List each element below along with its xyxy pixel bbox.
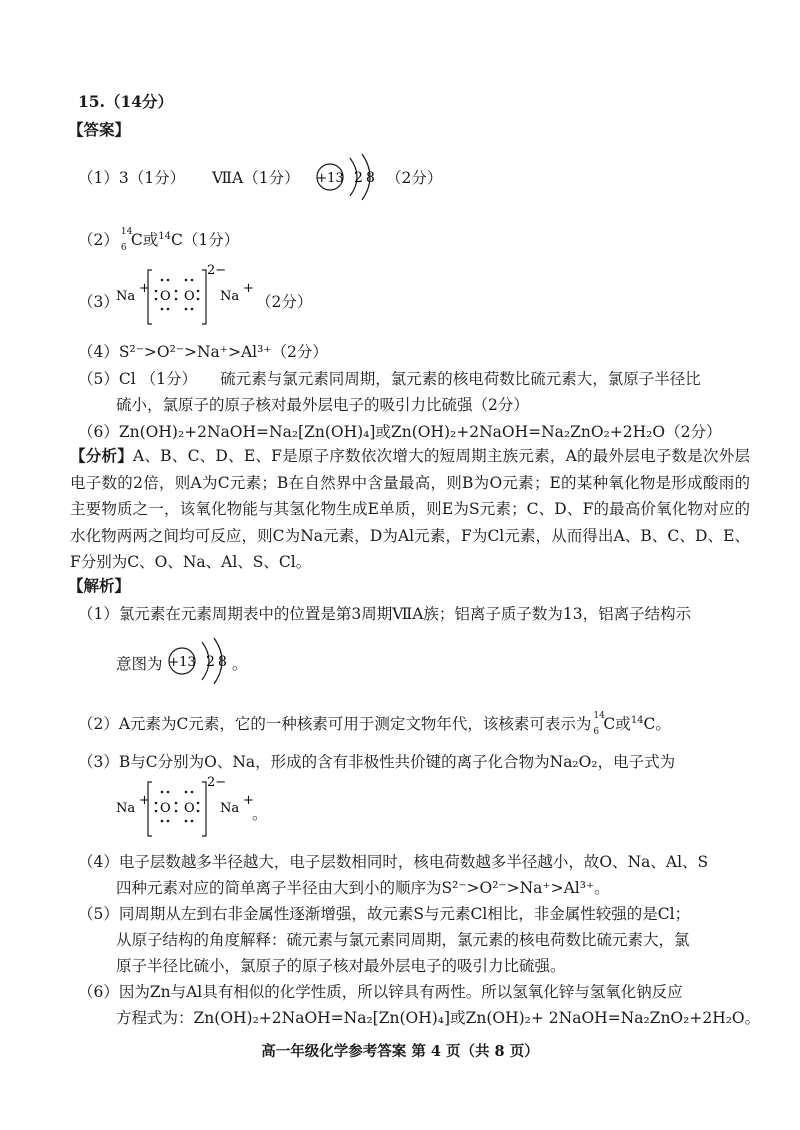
ion-radius-order: S²⁻>O²⁻>Na⁺>Al³⁺ [441, 879, 595, 897]
answer-1 [78, 166, 300, 188]
explanation-4-line-1: （4）电子层数越多半径越大，电子层数相同时，核电荷数越多半径越小，故O、Na、Al、S [78, 853, 709, 871]
isotope-2-mass: 14 [630, 714, 644, 726]
lewis-na-right-charge: + [243, 793, 254, 808]
answer-2-score: （1分） [182, 231, 240, 249]
lewis-o-2: O [184, 289, 195, 304]
lewis-bracket-right [202, 270, 206, 324]
explanation-1-line-2: 意图为 [116, 655, 163, 673]
isotope-2-symbol: C [171, 231, 183, 249]
explanation-6-line-2 [116, 1006, 760, 1028]
answer-1-score: （2分） [386, 169, 443, 187]
lewis-bracket-left [148, 782, 152, 836]
answer-6-score: （2分） [665, 423, 722, 441]
na2o2-formula: Na₂O₂ [549, 753, 598, 771]
answer-3-score: （2分） [256, 293, 313, 311]
analysis-text: A、B、C、D、E、F是原子序数依次增大的短周期主族元素，A的最外层电子数是次外层电子数的2倍，则A为C元素；B在自然界中含量最高，则B为O元素；E的某种氧化物是形成酸雨的主要物质之一，该氧化物能与其氢化物生成E单质，则E为S元素；C、D、F的最高价氧化物对应的水化物两两之间均可反应，则C为Na元素，D为Al元素，F为Cl元素，从而得出A、B、C、D、E、F分别为C、O、Na、Al、S、Cl。 [70, 447, 750, 571]
explanation-1-line-1: （1）氯元素在元素周期表中的位置是第3周期ⅦA族；铝离子质子数为13，铝离子结构示 [78, 605, 692, 623]
shell-1-electrons: 2 [354, 170, 363, 186]
explanation-3 [78, 750, 675, 772]
answer-6-joiner: 或 [375, 423, 391, 441]
isotope-2-mass: 14 [158, 230, 171, 242]
explanation-5-line-2: 从原子结构的角度解释：硫元素与氯元素同周期，氯元素的核电荷数比硫元素大，氯 [116, 931, 690, 949]
isotope-1 [591, 711, 605, 737]
analysis-heading: 【分析】 [70, 446, 133, 465]
lewis-ion-charge: 2− [207, 264, 227, 278]
explanation-heading: 【解析】 [68, 576, 131, 595]
explanation-3-end: 。 [252, 805, 268, 823]
answer-4-score: （2分） [271, 343, 328, 361]
zn-equation-2: Zn(OH)₂+ 2NaOH=Na₂ZnO₂+2H₂O。 [465, 1009, 761, 1027]
lewis-bracket-left [148, 270, 152, 324]
lewis-na-right: Na [220, 289, 240, 304]
explanation-2-end: 。 [655, 715, 671, 733]
isotope-1-mass: 14 [593, 711, 605, 721]
page-footer: 高一年级化学参考答案 第 4 页（共 8 页） [261, 1043, 539, 1060]
isotope-1-symbol: C [130, 231, 143, 249]
zn-equation-2: Zn(OH)₂+2NaOH=Na₂ZnO₂+2H₂O [390, 423, 666, 441]
lewis-na-left-charge: + [139, 281, 150, 296]
answer-4 [78, 340, 328, 362]
lewis-na-left-charge: + [139, 793, 150, 808]
answer-1-text: （1）3（1分） [78, 169, 186, 187]
isotope-2-symbol: C [643, 715, 656, 733]
answer-2-joiner: 或 [142, 231, 159, 249]
zn-equation-1: Zn(OH)₂+2NaOH=Na₂[Zn(OH)₄] [193, 1009, 451, 1027]
zn-equation-1: Zn(OH)₂+2NaOH=Na₂[Zn(OH)₄] [118, 423, 376, 441]
lewis-o-1: O [160, 289, 171, 304]
explanation-5-line-1: （5）同周期从左到右非金属性逐渐增强，故元素S与元素Cl相比，非金属性较强的是Cl； [78, 905, 691, 923]
answer-6 [78, 420, 721, 442]
explanation-1-end: 。 [232, 655, 248, 673]
answer-3-prefix: （3） [78, 293, 119, 311]
answer-4-prefix: （4） [78, 343, 119, 361]
explanation-3-text: （3）B与C分别为O、Na，形成的含有非极性共价键的离子化合物为 [78, 753, 550, 771]
isotope-1 [119, 227, 133, 253]
question-number: 15.（14分） [78, 92, 174, 111]
answer-heading: 【答案】 [68, 120, 131, 139]
explanation-5-line-3: 原子半径比硫小，氯原子的原子核对最外层电子的吸引力比硫强。 [116, 957, 566, 975]
nucleus-charge: +13 [316, 171, 344, 186]
ion-radius-order: S²⁻>O²⁻>Na⁺>Al³⁺ [118, 343, 272, 361]
explanation-2-joiner: 或 [615, 715, 631, 733]
lewis-na-right-charge: + [243, 281, 254, 296]
answer-2 [78, 227, 240, 253]
nucleus-charge: +13 [168, 655, 196, 670]
lewis-na-left: Na [116, 289, 136, 304]
explanation-4-end: 。 [594, 879, 610, 897]
isotope-1-z: 6 [120, 243, 127, 253]
explanation-4-text: 四种元素对应的简单离子半径由大到小的顺序为 [116, 879, 442, 897]
lewis-bracket-right [202, 782, 206, 836]
lewis-o-1: O [160, 801, 171, 816]
isotope-1-symbol: C [603, 715, 616, 733]
lewis-o-2: O [184, 801, 195, 816]
explanation-3-mid: ，电子式为 [597, 753, 676, 771]
lewis-na-left: Na [116, 801, 136, 816]
al-ion-structure-diagram [312, 150, 392, 206]
explanation-2-text: （2）A元素为C元素，它的一种核素可用于测定文物年代，该核素可表示为 [78, 715, 592, 733]
explanation-6-line-1: （6）因为Zn与Al具有相似的化学性质，所以锌具有两性。所以氢氧化锌与氢氧化钠反应 [78, 983, 683, 1001]
answer-6-prefix: （6） [78, 423, 119, 441]
analysis-paragraph [70, 443, 750, 576]
shell-2-electrons: 8 [366, 170, 375, 186]
shell-1-electrons: 2 [206, 654, 215, 670]
isotope-1-mass: 14 [120, 227, 133, 237]
shell-2-electrons: 8 [218, 654, 227, 670]
explanation-4-line-2 [116, 876, 610, 898]
explanation-6-joiner: 或 [450, 1009, 466, 1027]
na2o2-electron-formula [114, 264, 254, 328]
lewis-na-right: Na [220, 801, 240, 816]
na2o2-electron-formula-2 [114, 776, 254, 840]
answer-5-line-1: （5）Cl （1分） 硫元素与氯元素同周期，氯元素的核电荷数比硫元素大，氯原子半径比 [78, 370, 701, 388]
answer-1-group: ⅦA（1分） [212, 169, 300, 187]
lewis-ion-charge: 2− [207, 776, 227, 790]
explanation-6-text: 方程式为： [116, 1009, 194, 1027]
isotope-1-z: 6 [593, 727, 600, 737]
answer-5-line-2: 硫小，氯原子的原子核对最外层电子的吸引力比硫强（2分） [116, 396, 529, 414]
answer-2-prefix: （2） [78, 231, 119, 249]
explanation-2 [78, 711, 671, 737]
